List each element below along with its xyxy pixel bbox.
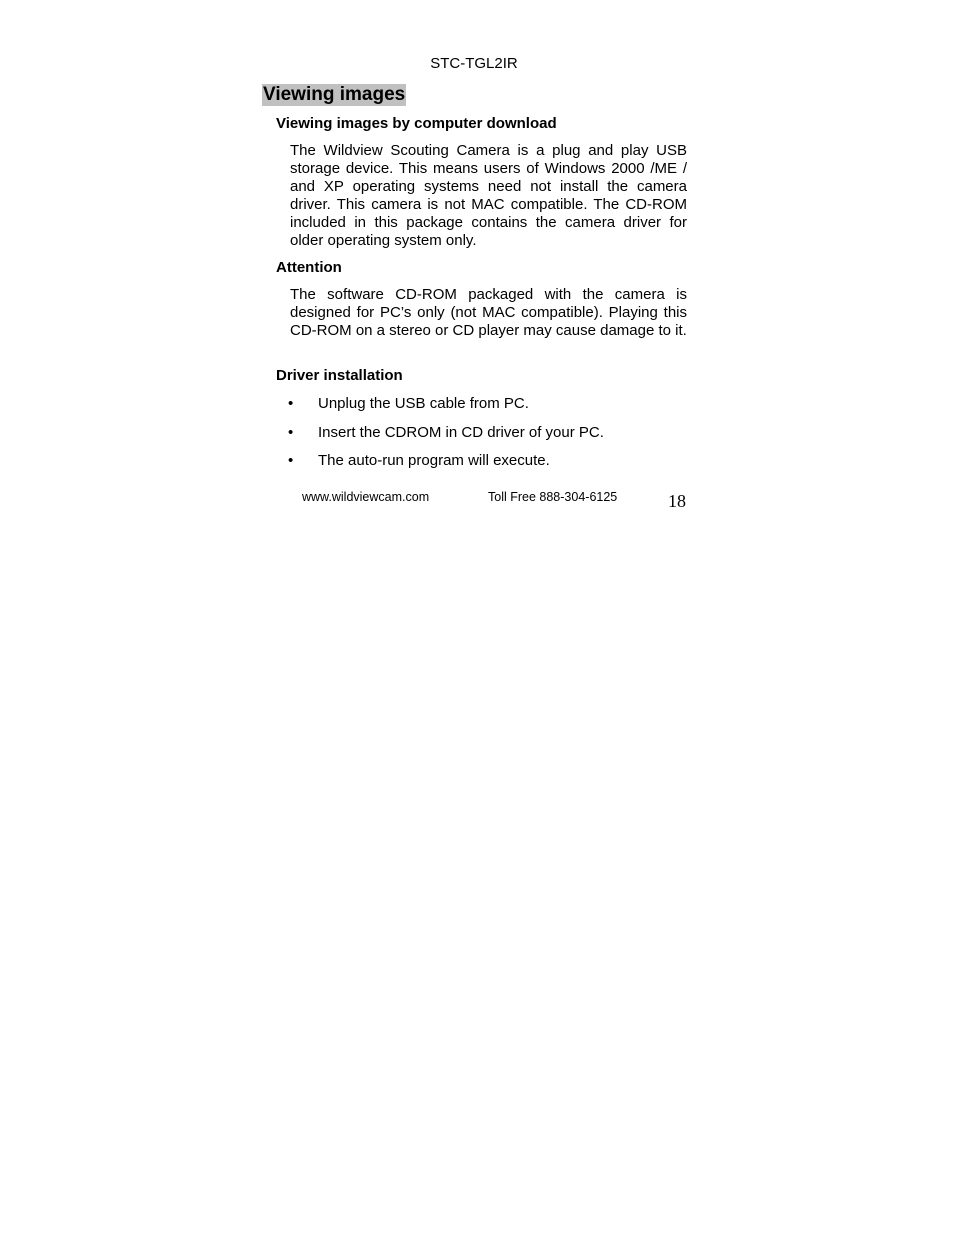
driver-installation-heading: Driver installation <box>276 367 403 384</box>
document-model-header: STC-TGL2IR <box>430 55 518 72</box>
driver-installation-steps <box>288 395 688 481</box>
footer-phone: Toll Free 888-304-6125 <box>488 490 618 504</box>
bullet-icon: • <box>288 452 294 469</box>
footer-website: www.wildviewcam.com <box>302 490 430 504</box>
step-text: Insert the CDROM in CD driver of your PC. <box>318 423 604 441</box>
list-item <box>288 452 688 481</box>
step-text: Unplug the USB cable from PC. <box>318 395 529 412</box>
list-item <box>288 395 688 424</box>
bullet-icon: • <box>288 395 294 412</box>
bullet-icon: • <box>288 423 294 441</box>
attention-heading: Attention <box>276 259 342 276</box>
download-heading: Viewing images by computer download <box>276 115 557 132</box>
download-paragraph: The Wildview Scouting Camera is a plug and play USB storage device. This means users of Windows 2000 /ME / and XP operating systems need not install the camera driver. This camera is not MAC compatible. The CD-ROM included in this package contains the camera driver for older operating system only. <box>290 142 687 249</box>
attention-paragraph: The software CD-ROM packaged with the camera is designed for PC’s only (not MAC compatible). Playing this CD-ROM on a stereo or CD player may cause damage to it. <box>290 286 687 339</box>
page-number: 18 <box>668 491 686 511</box>
list-item <box>288 424 688 453</box>
step-text: The auto-run program will execute. <box>318 452 550 469</box>
section-title: Viewing images <box>263 84 406 105</box>
